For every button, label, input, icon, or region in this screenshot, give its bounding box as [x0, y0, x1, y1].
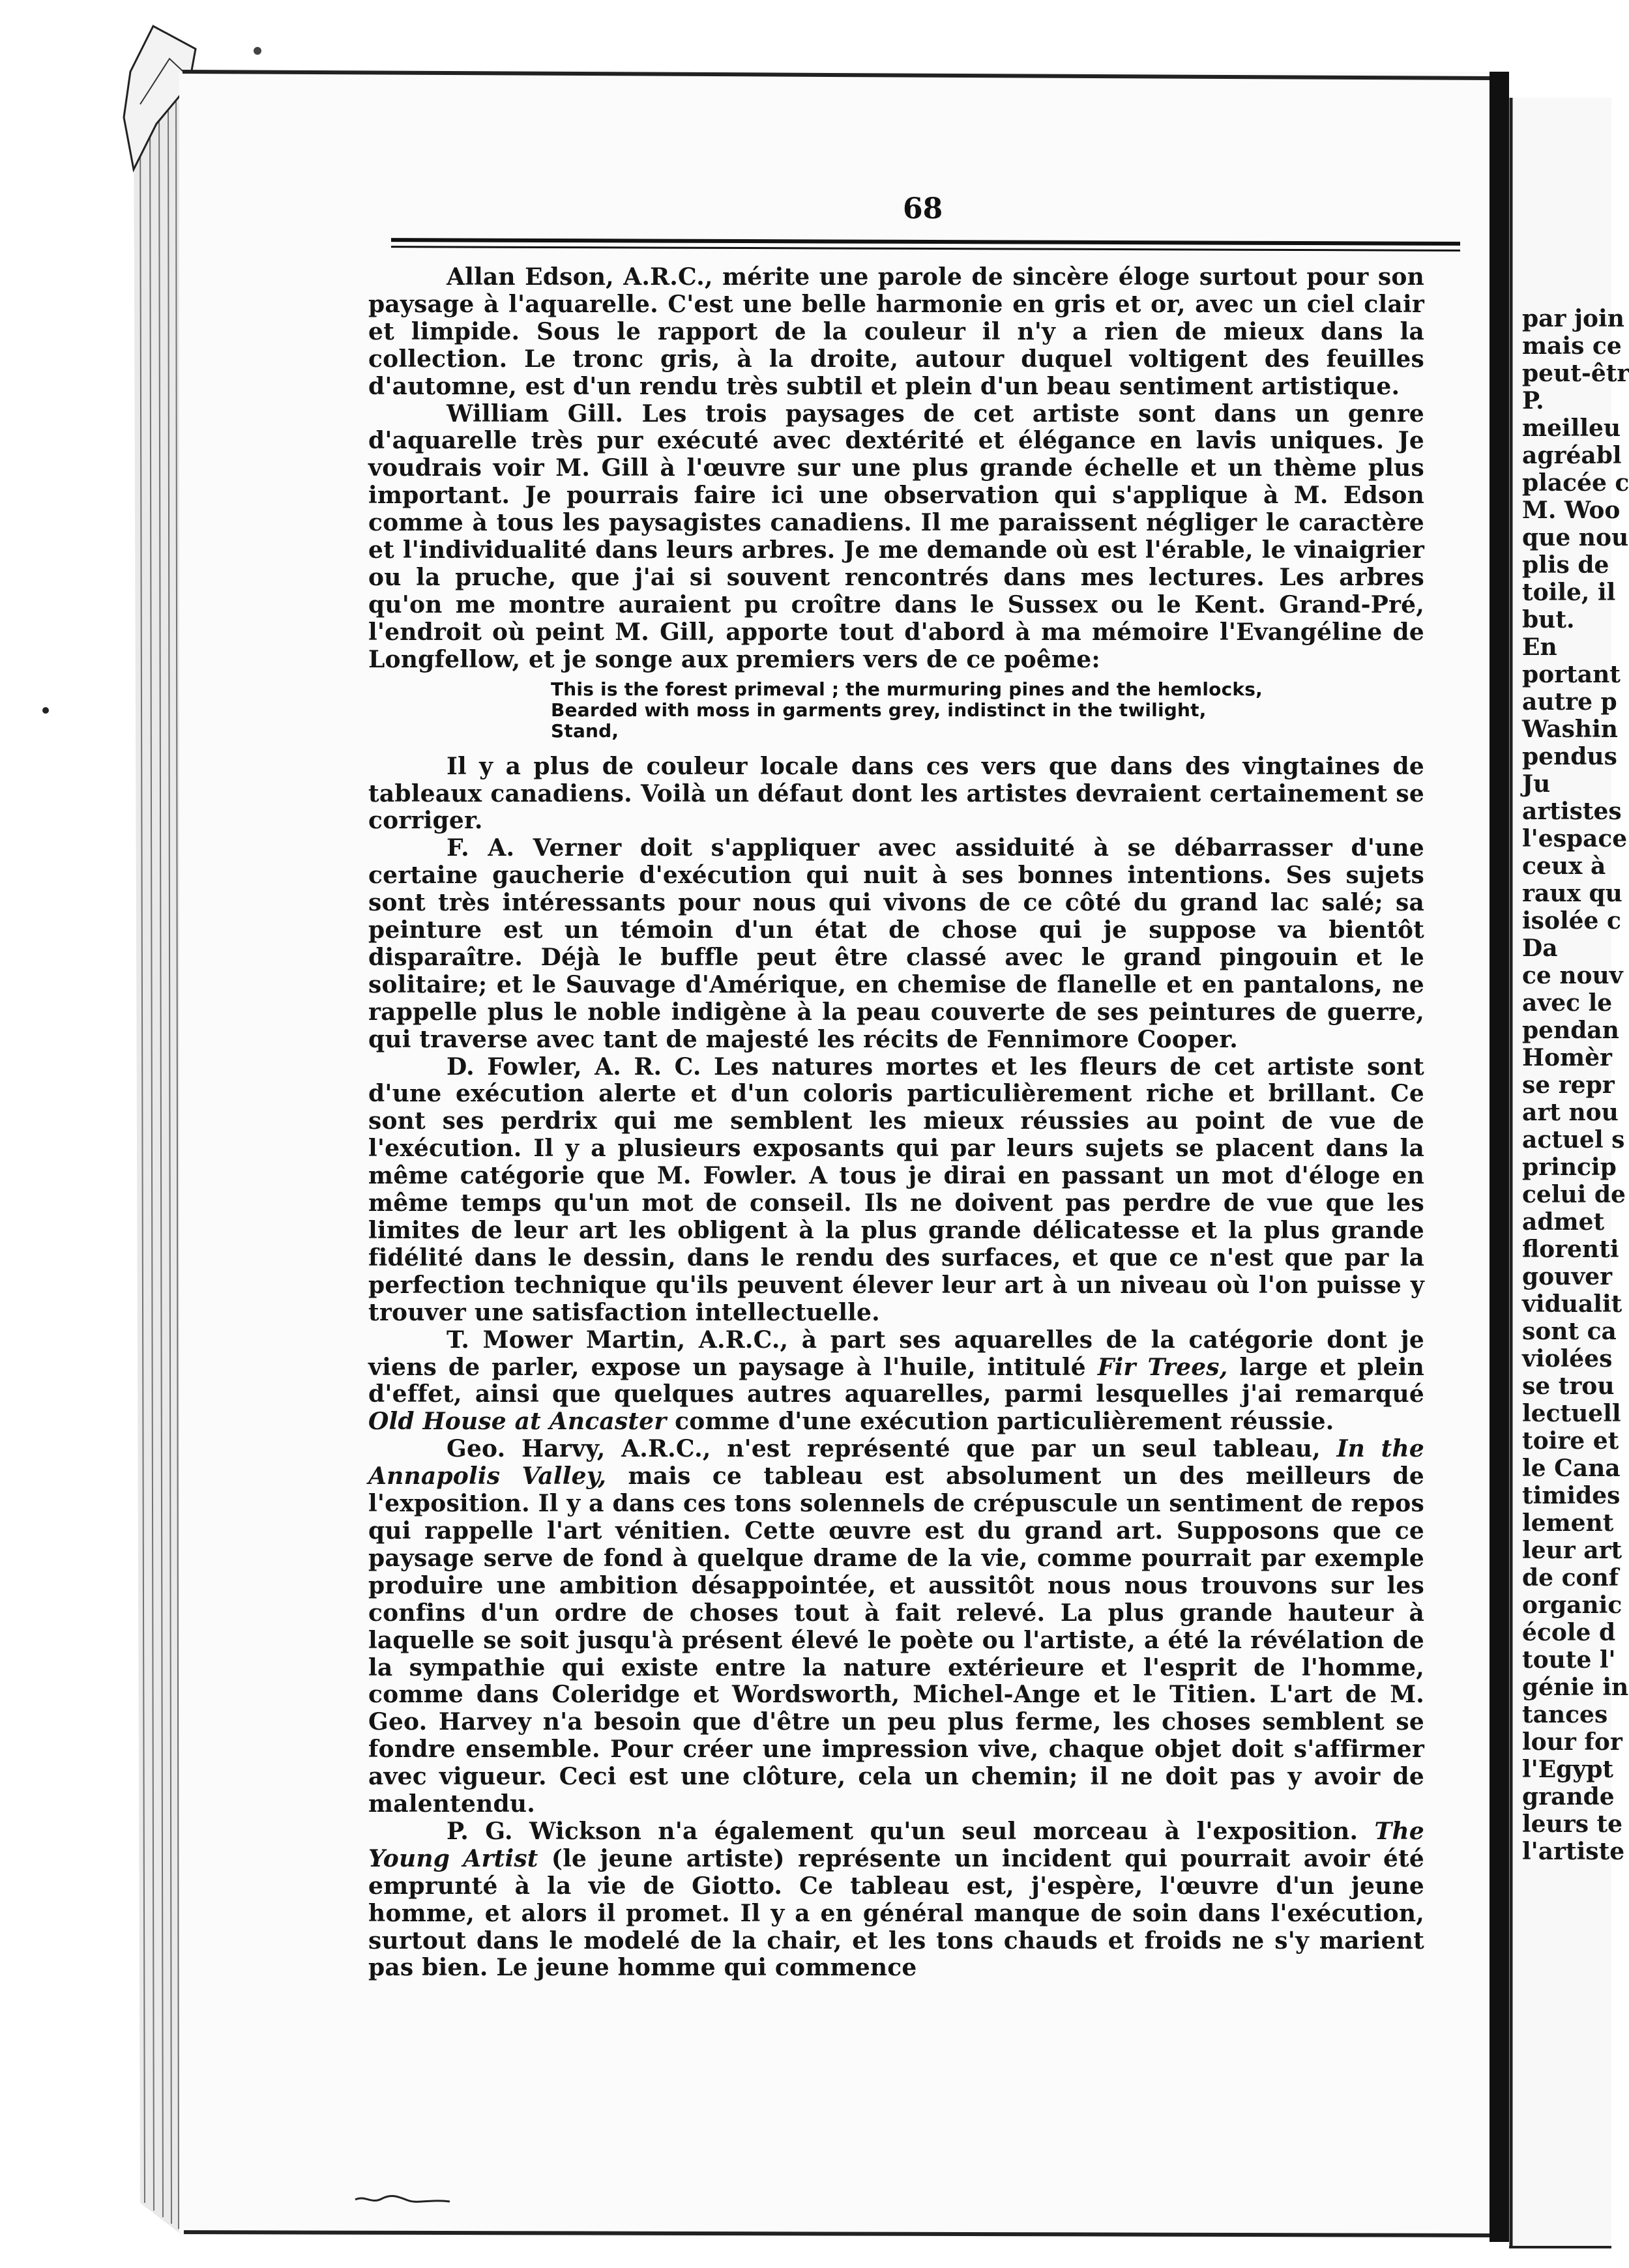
facing-page-line: portant: [1522, 661, 1621, 688]
poem-line: This is the forest primeval ; the murmuring pines and the hemlocks,: [551, 678, 1263, 700]
paragraph-verner: F. A. Verner doit s'appliquer avec assiduité à se débarrasser d'une certaine gaucherie d'exécution qui nuit à ses bonnes intentions. Ses sujets sont très intéressants pour nous qui vivons de ce côté du grand lac salé; sa peinture est un témoin d'un état de chose qui je suppose va bientôt disparaître. Déjà le buffle peut être classé avec le grand pingouin et le solitaire; et le Sauvage d'Amérique, en chemise de flanelle et en pantalons, ne rappelle plus le noble indigène à la peau couverte de ses peintures de guerre, qui traverse avec tant de majesté les récits de Fennimore Cooper.: [368, 834, 1424, 1053]
facing-page-line: raux qu: [1522, 880, 1622, 907]
facing-page-line: avec le: [1522, 989, 1613, 1017]
facing-page-line: lement: [1522, 1509, 1614, 1537]
poem-line: Bearded with moss in garments grey, indistinct in the twilight,: [551, 699, 1207, 721]
facing-page-line: En: [1522, 633, 1557, 661]
facing-page-line: toute l': [1522, 1646, 1616, 1674]
facing-page-line: l'Egypt: [1522, 1756, 1614, 1783]
paragraph-martin: T. Mower Martin, A.R.C., à part ses aquarelles de la catégorie dont je viens de parler, expose un paysage à l'huile, intitulé Fir Trees, large et plein d'effet, ainsi que quelques autres aquarelles, parmi lesquelles j'ai remarqué Old House at Ancaster comme d'une exécution particulièrement réussie.: [368, 1326, 1425, 1436]
facing-page-line: ce nouv: [1522, 962, 1623, 989]
facing-page-line: plis de: [1522, 551, 1609, 579]
facing-page-line: organic: [1522, 1592, 1622, 1619]
facing-page-line: placée c: [1522, 469, 1629, 497]
facing-page-fragment: [1522, 305, 1629, 1865]
article-body: [368, 264, 1424, 1982]
facing-page-line: peut-êtr: [1522, 360, 1629, 387]
facing-page-line: se repr: [1522, 1071, 1615, 1099]
facing-page-line: pendan: [1522, 1017, 1619, 1044]
facing-page-line: Homèr: [1522, 1044, 1612, 1071]
facing-page-line: but.: [1522, 606, 1575, 633]
facing-page-line: leur art: [1522, 1537, 1622, 1564]
facing-page-line: toile, il: [1522, 579, 1616, 606]
facing-page-line: actuel s: [1522, 1126, 1625, 1154]
facing-page-line: génie in: [1522, 1674, 1629, 1701]
paragraph-fowler: D. Fowler, A. R. C. Les natures mortes et les fleurs de cet artiste sont d'une exécution alerte et d'un coloris particulièrement riche et brillant. Ce sont ses perdrix qui me semblent les mieux réussies au point de vue de l'exécution. Il y a plusieurs exposants qui par leurs sujets se placent dans la même catégorie que M. Fowler. A tous je dirai en passant un mot d'éloge en même temps qu'un mot de conseil. Ils ne doivent pas perdre de vue que les limites de leur art les obligent à la plus grande délicatesse et la plus grande fidélité dans le dessin, dans le rendu des surfaces, et que ce n'est que par la perfection technique qu'ils peuvent élever leur art à un niveau où l'on puisse y trouver une satisfaction intellectuelle.: [368, 1053, 1424, 1326]
facing-page-line: M. Woo: [1522, 497, 1621, 524]
title-old-house: Old House at Ancaster: [368, 1408, 667, 1436]
title-annapolis-valley: In the Annapolis Valley,: [368, 1435, 1424, 1490]
facing-page-line: gouver: [1522, 1263, 1613, 1290]
paragraph-wickson: P. G. Wickson n'a également qu'un seul morceau à l'exposition. The Young Artist (le jeune artiste) représente un incident qui pourrait avoir été emprunté à la vie de Giotto. Ce tableau est, j'espère, l'œuvre d'un jeune homme, et alors il promet. Il y a en général manque de soin dans l'exécution, surtout dans le modelé de la chair, et les tons chauds et froids ne s'y marient pas bien. Le jeune homme qui commence: [368, 1817, 1424, 1982]
paragraph-edson: Allan Edson, A.R.C., mérite une parole de sincère éloge surtout pour son paysage à l'aquarelle. C'est une belle harmonie en gris et or, avec un ciel clair et limpide. Sous le rapport de la couleur il n'y a rien de mieux dans la collection. Le tronc gris, à la droite, autour duquel voltigent des feuilles d'automne, est d'un rendu très subtil et plein d'un beau sentiment artistique.: [368, 263, 1424, 400]
paragraph-harvey: Geo. Harvy, A.R.C., n'est représenté que par un seul tableau, In the Annapolis Valley, mais ce tableau est absolument un des meilleurs de l'exposition. Il y a dans ces tons solennels de crépuscule un sentiment de repos qui rappelle l'art vénitien. Cette œuvre est du grand art. Supposons que ce paysage serve de fond à quelque drame de la vie, comme pourrait par exemple produire une ambition désappointée, et aussitôt nous nous trouvons sur les confins d'un ordre de choses tout à fait relevé. La plus grande hauteur à laquelle se soit jusqu'à présent élevé le poète ou l'artiste, a été la révélation de la sympathie qui existe entre la nature extérieure et l'esprit de l'homme, comme dans Coleridge et Wordsworth, Michel-Ange et le Titien. L'art de M. Geo. Harvey n'a besoin que d'être un peu plus ferme, les choses semblent se fondre ensemble. Pour créer une impression vive, chaque objet doit s'affirmer avec vigueur. Ceci est une clôture, cela un chemin; il ne doit pas y avoir de malentendu.: [368, 1435, 1424, 1818]
poem-quote: [551, 679, 1424, 742]
facing-page-line: artistes: [1522, 798, 1622, 825]
facing-page-line: autre p: [1522, 688, 1617, 716]
paragraph-local-color: Il y a plus de couleur locale dans ces vers que dans des vingtaines de tableaux canadiens. Voilà un défaut dont les artistes devraient certainement se corriger.: [368, 752, 1424, 835]
paragraph-gill: William Gill. Les trois paysages de cet artiste sont dans un genre d'aquarelle très pur exécuté avec dextérité et élégance en lavis uniques. Je voudrais voir M. Gill à l'œuvre sur une plus grande échelle et un thème plus important. Je pourrais faire ici une observation qui s'applique à M. Edson comme à tous les paysagistes canadiens. Il me paraissent négliger le caractère et l'individualité dans leurs arbres. Je me demande où est l'érable, le vinaigrier ou la pruche, que j'ai si souvent rencontrés dans mes lectures. Les arbres qu'on me montre auraient pu croître dans le Sussex ou le Kent. Grand-Pré, l'endroit où peint M. Gill, apporte tout d'abord à ma mémoire l'Evangéline de Longfellow, et je songe aux premiers vers de ce poême:: [368, 400, 1424, 673]
facing-page-line: école d: [1522, 1619, 1616, 1646]
facing-page-line: Da: [1522, 935, 1558, 962]
facing-page-line: art nou: [1522, 1099, 1619, 1126]
facing-page-line: vidualit: [1522, 1290, 1622, 1318]
facing-page-line: florenti: [1522, 1236, 1619, 1263]
facing-page-line: tances: [1522, 1701, 1608, 1728]
facing-page-line: Ju: [1522, 770, 1551, 798]
facing-page-line: par join: [1522, 305, 1624, 332]
facing-page-line: se trou: [1522, 1373, 1615, 1400]
facing-page-line: celui de: [1522, 1181, 1626, 1208]
facing-page-line: lectuell: [1522, 1400, 1621, 1427]
facing-page-line: de conf: [1522, 1564, 1619, 1592]
facing-page-line: toire et: [1522, 1427, 1619, 1455]
poem-line: Stand,: [551, 720, 619, 742]
facing-page-line: Washin: [1522, 716, 1618, 743]
facing-page-line: isolée c: [1522, 907, 1621, 935]
facing-page-line: lour for: [1522, 1728, 1622, 1756]
facing-page-line: violées: [1522, 1345, 1613, 1373]
facing-page-line: admet: [1522, 1208, 1605, 1236]
pen-mark: [352, 2190, 456, 2209]
facing-page-line: leurs te: [1522, 1810, 1623, 1838]
page-number: 68: [903, 192, 943, 225]
facing-page-line: princip: [1522, 1154, 1617, 1181]
facing-page-line: le Cana: [1522, 1455, 1621, 1482]
facing-page-line: ceux à: [1522, 852, 1606, 880]
facing-page-line: P.: [1522, 387, 1544, 414]
facing-page-line: pendus: [1522, 743, 1617, 770]
facing-page-line: l'artiste: [1522, 1838, 1625, 1865]
facing-page-line: que nou: [1522, 524, 1629, 551]
facing-page-line: timides: [1522, 1482, 1621, 1509]
facing-page-line: sont ca: [1522, 1318, 1617, 1345]
facing-page-line: l'espace: [1522, 825, 1628, 852]
facing-page-line: mais ce: [1522, 332, 1622, 360]
facing-page-line: grande: [1522, 1783, 1615, 1810]
title-fir-trees: Fir Trees,: [1097, 1353, 1228, 1381]
facing-page-line: agréabl: [1522, 442, 1622, 469]
facing-page-line: meilleu: [1522, 414, 1621, 442]
title-young-artist: The Young Artist: [368, 1817, 1424, 1872]
